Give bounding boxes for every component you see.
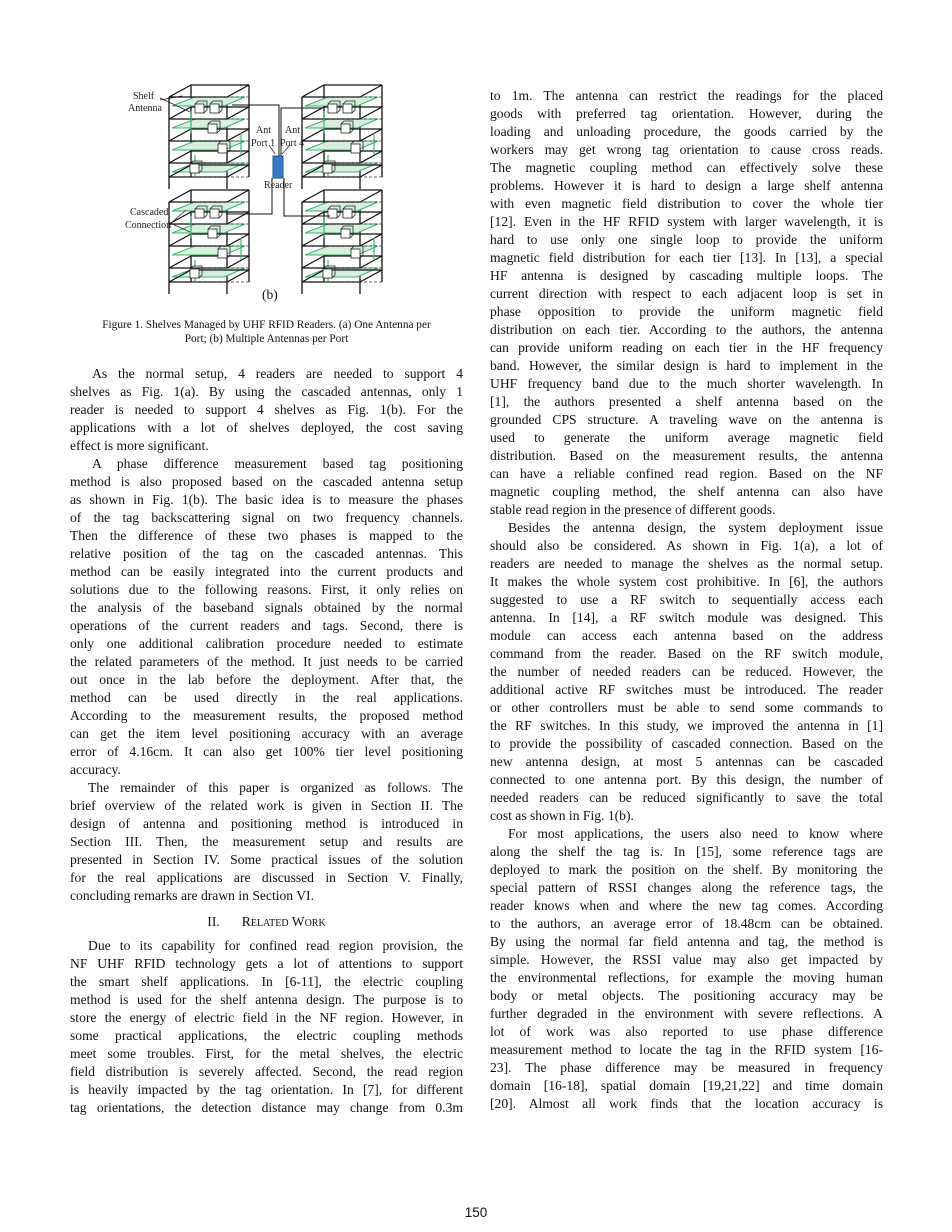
text-line: method is also proposed based on the cascaded antenna setup: [70, 474, 463, 489]
paragraph: [70, 779, 463, 905]
text-line: error of 4.16cm. It can also get 100% tier level positioning: [70, 744, 463, 759]
text-line: further degraded in the environment with severe reflections. A: [490, 1006, 883, 1021]
text-line: reader knows when and where the new tag comes. According: [490, 898, 883, 913]
shelf-antenna: [172, 268, 245, 277]
text-line: 23]. The phase difference may be measured in frequency: [490, 1060, 883, 1075]
text-line: command from the reader. Based on the RF switch module,: [490, 646, 883, 661]
shelf: [302, 85, 382, 189]
text-line: lot of work was also reported to use phase difference: [490, 1024, 883, 1039]
label-shelf-antenna-1: Shelf: [133, 91, 155, 102]
text-line: module can access each antenna based on the address: [490, 628, 883, 643]
tag-box: [323, 164, 332, 173]
text-line: measurement method to locate the tag in the RFID system [16-: [490, 1042, 883, 1057]
text-line: brief overview of the related work is given in Section II. The: [70, 798, 463, 813]
text-line: [20]. Almost all work finds that the location accuracy is: [490, 1096, 883, 1111]
text-line: Due to its capability for confined read region provision, the: [88, 938, 463, 953]
reader-device: [273, 156, 283, 178]
text-line: antenna. In [14], a RF switch module was designed. This: [490, 610, 883, 625]
paragraph: [490, 825, 883, 1113]
text-line: body or metal objects. The positioning accuracy may be: [490, 988, 883, 1003]
text-line: design of antenna and positioning method is introduced in: [70, 816, 463, 831]
shelf-tier: [302, 190, 382, 202]
section-number: II.: [207, 914, 220, 929]
text-line: It makes the whole system cost prohibitive. In [6], the authors: [490, 574, 883, 589]
tag-box: [343, 104, 352, 113]
shelf-antenna: [172, 141, 245, 150]
shelf-antenna: [305, 163, 378, 172]
tag-box: [328, 104, 337, 113]
text-line: new antenna design, at most 5 antennas can be cascaded: [490, 754, 883, 769]
label-ant-port4-a: Ant: [285, 125, 300, 136]
tag-box: [323, 269, 332, 278]
tag-box: [190, 164, 199, 173]
text-line: applications with a lot of shelves deployed, the cost saving: [70, 420, 463, 435]
tag-box: [208, 229, 217, 238]
text-line: deployed to mark the position on the shelf. By monitoring the: [490, 862, 883, 877]
text-line: method is used for the shelf antenna design. The purpose is to: [70, 992, 463, 1007]
tag-box: [218, 144, 227, 153]
text-line: cost as shown in Fig. 1(b).: [490, 808, 634, 823]
text-line: suggested to use a RF switch to sequentially access each: [490, 592, 883, 607]
figure-caption: [70, 318, 463, 346]
text-line: the RF switches. In this study, we improved the antenna in [1]: [490, 718, 883, 733]
text-line: grounded CPS structure. A traveling wave on the antenna is: [490, 412, 883, 427]
tag-box: [218, 249, 227, 258]
shelf: [302, 190, 382, 294]
text-line: should also be considered. As shown in Fig. 1(a), a lot of: [490, 538, 883, 553]
tag-box: [351, 249, 360, 258]
caption-line-2: Port; (b) Multiple Antennas per Port: [184, 333, 349, 345]
tag-box: [190, 269, 199, 278]
tag-box: [210, 104, 219, 113]
text-line: distribution. Based on the measurement results, the antenna: [490, 448, 883, 463]
text-line: to the authors, an average error of 18.48cm can be obtained.: [490, 916, 883, 931]
text-line: the related parameters of the method. It just needs to be carried: [70, 654, 463, 669]
label-ant-port4-b: Port 4: [280, 138, 305, 149]
text-line: field distribution is severely affected. Second, the read region: [70, 1064, 463, 1079]
paragraph: [70, 365, 463, 455]
text-line: workers may get wrong tag orientation to cause cross reads.: [490, 142, 883, 157]
shelf-antenna: [305, 202, 378, 211]
text-line: shelves as Fig. 1(a). By using the cascaded antennas, only 1: [70, 384, 463, 399]
text-line: reader is needed to support 4 shelves as Fig. 1(b). For the: [70, 402, 463, 417]
section-heading: [70, 913, 463, 931]
right-column: [490, 87, 883, 1113]
figure-sublabel: (b): [262, 287, 278, 302]
text-line: The remainder of this paper is organized as follows. The: [88, 780, 463, 795]
text-line: A phase difference measurement based tag positioning: [92, 456, 463, 471]
shelf-tier: [169, 107, 249, 119]
label-shelf-antenna-2: Antenna: [128, 103, 162, 114]
text-line: to provide the possibility of cascaded connection. Based on the: [490, 736, 883, 751]
text-line: hard to use only one single loop to provide the uniform: [490, 232, 883, 247]
text-line: current direction with respect to each adjacent loop is set in: [490, 286, 883, 301]
shelf: [169, 85, 249, 189]
paragraph: [490, 519, 883, 825]
label-cascaded-2: Connection: [125, 220, 172, 231]
page-number: 150: [464, 1205, 488, 1220]
shelf-tier: [302, 85, 382, 97]
text-line: can get the item level positioning accuracy with an average: [70, 726, 463, 741]
text-line: goods with preferred tag orientation. However, during the: [490, 106, 883, 121]
paragraph: [70, 455, 463, 779]
text-line: used to generate the uniform average magnetic field: [490, 430, 883, 445]
text-line: or other controllers must be able to send some commands to: [490, 700, 883, 715]
text-line: the analysis of the baseband signals obtained by the normal: [70, 600, 463, 615]
text-line: tag orientations, the detection distance may change from 0.3m: [70, 1100, 463, 1115]
paragraph: [70, 937, 463, 1117]
tag-box: [195, 104, 204, 113]
shelf-antenna: [305, 141, 378, 150]
text-line: with even magnetic field distribution to cover the whole tier: [490, 196, 883, 211]
text-line: HF antenna is designed by cascading multiple loops. The: [490, 268, 883, 283]
text-line: The magnetic coupling method can effectively solve these: [490, 160, 883, 175]
shelf-tier: [169, 256, 249, 268]
shelf-antenna: [305, 246, 378, 255]
figure-1b-shelves-diagram: [0, 0, 480, 310]
text-line: special pattern of RSSI changes along the reference tags, the: [490, 880, 883, 895]
text-line: simple. However, the RSSI value may also get impacted by: [490, 952, 883, 967]
left-column: [70, 365, 463, 1117]
shelf-tier: [169, 190, 249, 202]
text-line: UHF frequency band due to the much shorter wavelength. In: [490, 376, 883, 391]
text-line: the number of needed readers can be reduced. However, the: [490, 664, 883, 679]
text-line: can provide uniform reading on each tier in the HF frequency: [490, 340, 883, 355]
text-line: of the tag backscattering signal on two frequency channels.: [70, 510, 463, 525]
text-line: operations of the current readers and tags. Second, there is: [70, 618, 463, 633]
text-line: for the real applications are discussed in Section V. Finally,: [70, 870, 463, 885]
text-line: problems. However it is hard to design a large shelf antenna: [490, 178, 883, 193]
text-line: to 1m. The antenna can restrict the readings for the placed: [490, 88, 883, 103]
text-line: Section III. Then, the measurement setup and results are: [70, 834, 463, 849]
shelf-antenna: [305, 268, 378, 277]
text-line: magnetic field distribution for each tier [13]. In [13], a special: [490, 250, 883, 265]
text-line: According to the measurement results, the proposed method: [70, 708, 463, 723]
shelf-antenna: [172, 163, 245, 172]
tag-box: [351, 144, 360, 153]
text-line: meet some troubles. First, for the metal shelves, the electric: [70, 1046, 463, 1061]
text-line: [1], the authors presented a shelf antenna based on the: [490, 394, 883, 409]
text-line: presented in Section IV. Some practical issues of the solution: [70, 852, 463, 867]
text-line: is heavily impacted by the tag orientation. In [7], for different: [70, 1082, 463, 1097]
text-line: along the shelf the tag is. In [15], some reference tags are: [490, 844, 883, 859]
tag-box: [195, 209, 204, 218]
text-line: store the energy of electric field in the NF region. However, in: [70, 1010, 463, 1025]
paragraph: [490, 87, 883, 519]
text-line: connected to one antenna port. By this design, the number of: [490, 772, 883, 787]
tag-box: [208, 124, 217, 133]
shelf-antenna: [172, 202, 245, 211]
shelf-tier: [302, 107, 382, 119]
section-title: Related Work: [241, 914, 326, 929]
text-line: phase opposition to provide the uniform magnetic field: [490, 304, 883, 319]
text-line: concluding remarks are drawn in Section VI.: [70, 888, 314, 903]
text-line: domain [16-18], spatial domain [19,21,22] and time domain: [490, 1078, 883, 1093]
tag-box: [341, 124, 350, 133]
text-line: needed readers can be reduced significantly to save the total: [490, 790, 883, 805]
text-line: the smart shelf applications. In [6-11], the electric coupling: [70, 974, 463, 989]
text-line: the environmental reflections, for example the moving human: [490, 970, 883, 985]
label-ant-port1-a: Ant: [256, 125, 271, 136]
shelf-antenna: [172, 246, 245, 255]
text-line: stable read region in the presence of different goods.: [490, 502, 776, 517]
text-line: relative position of the tag on the cascaded antennas. This: [70, 546, 463, 561]
text-line: effect is more significant.: [70, 438, 209, 453]
text-line: band. However, the similar design is hard to implement in the: [490, 358, 883, 373]
text-line: only one additional calibration procedure needed to estimate: [70, 636, 463, 651]
text-line: As the normal setup, 4 readers are needed to support 4: [92, 366, 463, 381]
tag-box: [341, 229, 350, 238]
shelf-tier: [302, 151, 382, 163]
text-line: can have a reliable confined read region. Based on the NF: [490, 466, 883, 481]
text-line: readers are needed to manage the shelves as the normal setup.: [490, 556, 883, 571]
text-line: method can be easily integrated into the current products and: [70, 564, 463, 579]
shelf-tier: [169, 85, 249, 97]
text-line: magnetic coupling method, the shelf antenna can also have: [490, 484, 883, 499]
text-line: Besides the antenna design, the system deployment issue: [508, 520, 883, 535]
text-line: as shown in Fig. 1(b). The basic idea is to measure the phases: [70, 492, 463, 507]
text-line: method can be used directly in the real applications.: [70, 690, 463, 705]
shelf-tier: [302, 212, 382, 224]
text-line: some practical applications, the electric coupling methods: [70, 1028, 463, 1043]
shelf-tier: [169, 151, 249, 163]
text-line: NF UHF RFID technology gets a lot of attentions to support: [70, 956, 463, 971]
shelf-antenna: [305, 97, 378, 106]
text-line: solutions due to the following reasons. First, it only relies on: [70, 582, 463, 597]
text-line: distribution on each tier. According to the authors, the antenna: [490, 322, 883, 337]
label-ant-port1-b: Port 1: [251, 138, 276, 149]
caption-line-1: Figure 1. Shelves Managed by UHF RFID Readers. (a) One Antenna per: [102, 319, 431, 331]
label-reader: Reader: [264, 180, 293, 191]
shelf: [169, 190, 249, 294]
tag-box: [343, 209, 352, 218]
text-line: By using the normal far field antenna and tag, the method is: [490, 934, 883, 949]
text-line: Then the difference of these two phases is mapped to the: [70, 528, 463, 543]
text-line: out once in the lab before the deployment. After that, the: [70, 672, 463, 687]
tag-box: [328, 209, 337, 218]
shelf-tier: [302, 256, 382, 268]
text-line: additional active RF switches must be introduced. The reader: [490, 682, 883, 697]
tag-box: [210, 209, 219, 218]
text-line: [12]. Even in the HF RFID system with larger wavelength, it is: [490, 214, 883, 229]
label-cascaded-1: Cascaded: [130, 207, 169, 218]
text-line: accuracy.: [70, 762, 121, 777]
text-line: For most applications, the users also need to know where: [508, 826, 883, 841]
text-line: loading and unloading procedure, the goods carried by the: [490, 124, 883, 139]
